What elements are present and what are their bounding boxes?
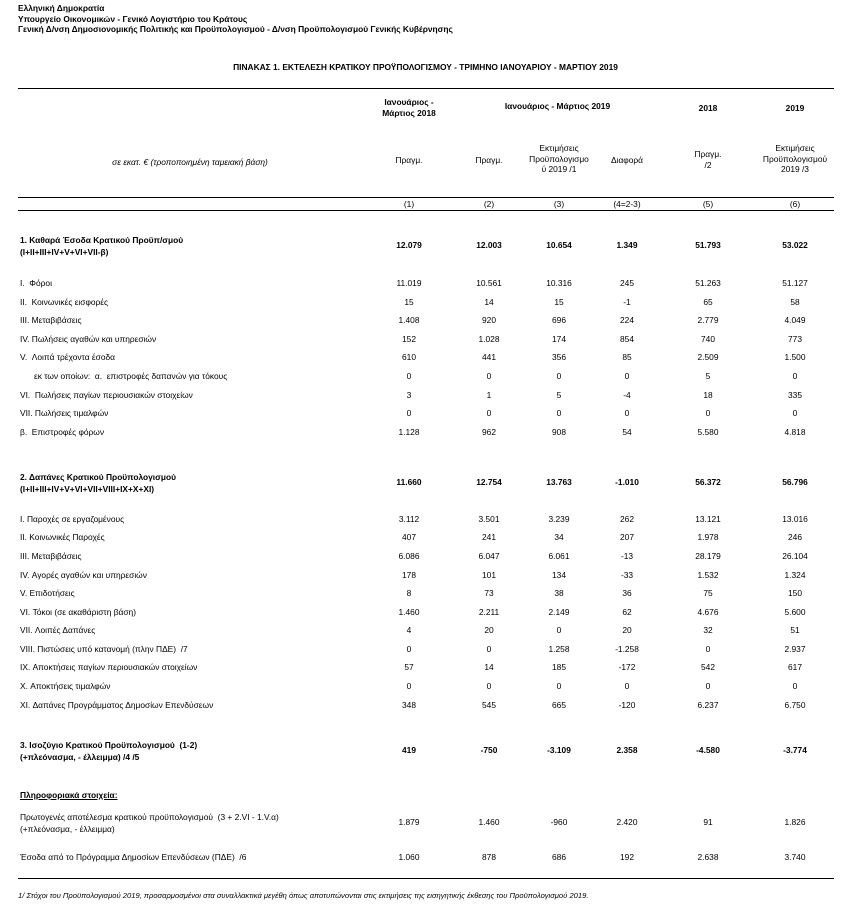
row-value-col-4: 36	[622, 588, 632, 598]
row-value-col-5: 0	[705, 408, 711, 418]
row-value-col-4: 54	[622, 427, 632, 437]
bottom-rule	[18, 878, 834, 879]
col-subheader-line: ύ 2019 /1	[541, 164, 577, 175]
row-label-line: VII. Πωλήσεις τιμαλφών	[20, 408, 109, 418]
row-value-col-1: 1.460	[398, 607, 420, 617]
row-value-col-2: 12.003	[476, 240, 502, 250]
row-value-col-2: 73	[484, 588, 494, 598]
row-value-col-2: -750	[480, 745, 498, 755]
row-value-col-5: 13.121	[695, 514, 721, 524]
row-value-col-1: 0	[406, 371, 412, 381]
row-label	[20, 569, 147, 581]
row-value-col-6: 13.016	[782, 514, 808, 524]
row-label-line: V. Επιδοτήσεις	[20, 588, 75, 598]
row-label-line: IX. Αποκτήσεις παγίων περιουσιακών στοιχείων	[20, 662, 198, 672]
row-value-col-5: 28.179	[695, 551, 721, 561]
row-label	[20, 606, 136, 618]
row-label	[20, 531, 105, 543]
row-value-col-1: 0	[406, 408, 412, 418]
row-label-line: X. Αποκτήσεις τιμαλφών	[20, 681, 111, 691]
row-value-col-3: 0	[556, 408, 562, 418]
row-value-col-6: 4.049	[784, 315, 806, 325]
row-value-col-3: -3.109	[547, 745, 571, 755]
row-value-col-3: 6.061	[548, 551, 570, 561]
row-value-col-3: 3.239	[548, 514, 570, 524]
row-label-line-2: (+πλεόνασμα, - έλλειμμα)	[20, 824, 115, 834]
row-value-col-6: 1.324	[784, 570, 806, 580]
row-value-col-2: 10.561	[476, 278, 502, 288]
header-line-2: Υπουργείο Οικονομικών - Γενικό Λογιστήριο του Κράτους	[18, 13, 248, 24]
row-value-col-4: 224	[620, 315, 634, 325]
row-value-col-6: 0	[792, 408, 798, 418]
row-value-col-1: 1.879	[398, 817, 420, 827]
row-value-col-1: 178	[402, 570, 416, 580]
row-value-col-4: -33	[620, 570, 634, 580]
row-value-col-6: 150	[788, 588, 802, 598]
row-label	[20, 407, 108, 419]
header-line-1: Ελληνική Δημοκρατία	[18, 3, 105, 13]
row-value-col-4: -1.010	[615, 477, 639, 487]
row-value-col-2: 6.047	[478, 551, 500, 561]
row-value-col-5: 0	[705, 644, 711, 654]
row-value-col-6: 0	[792, 681, 798, 691]
row-value-col-6: 2.937	[784, 644, 806, 654]
row-label-line: III. Μεταβιβάσεις	[20, 315, 82, 325]
col-subheader-line: Πραγμ.	[475, 155, 503, 165]
row-label-line: II. Κοινωνικές Παροχές	[20, 532, 105, 542]
row-value-col-1: 348	[402, 700, 416, 710]
row-label-line: II. Κοινωνικές εισφορές	[20, 297, 109, 307]
row-value-col-3: 10.654	[546, 240, 572, 250]
col-subheader-3	[523, 143, 595, 175]
row-value-col-2: 20	[484, 625, 494, 635]
units-label: σε εκατ. € (τροποποιημένη ταμειακή βάση)	[112, 157, 268, 167]
row-label-line: V. Λοιπά τρέχοντα έσοδα	[20, 352, 115, 362]
row-value-col-2: 1.028	[478, 334, 500, 344]
row-value-col-3: 2.149	[548, 607, 570, 617]
row-value-col-6: 53.022	[782, 240, 808, 250]
row-label	[20, 296, 108, 308]
col-subheader-line: Πραγμ.	[694, 149, 722, 159]
row-label	[20, 643, 188, 655]
row-value-col-4: 2.358	[616, 745, 638, 755]
row-value-col-2: 2.211	[478, 607, 500, 617]
row-label	[20, 471, 176, 495]
row-value-col-5: 51.263	[695, 278, 721, 288]
row-value-col-4: -13	[620, 551, 634, 561]
row-value-col-2: 241	[482, 532, 496, 542]
col-subheader-5	[672, 149, 744, 170]
row-value-col-1: 3.112	[398, 514, 420, 524]
row-value-col-4: 192	[620, 852, 634, 862]
top-rule	[18, 88, 834, 89]
row-value-col-4: 245	[620, 278, 634, 288]
row-label	[20, 624, 95, 636]
row-value-col-5: 2.638	[697, 852, 719, 862]
table-title: ΠΙΝΑΚΑΣ 1. ΕΚΤΕΛΕΣΗ ΚΡΑΤΙΚΟΥ ΠΡΟΫΠΟΛΟΓΙΣΜΟΥ - ΤΡΙΜΗΝΟ ΙΑΝΟΥΑΡΙΟΥ - ΜΑΡΤΙΟΥ 2019	[233, 62, 618, 72]
col-group-2018: 2018	[698, 103, 718, 113]
row-label	[20, 680, 110, 692]
row-label-line: εκ των οποίων: α. επιστροφές δαπανών για τόκους	[20, 371, 228, 381]
row-label	[20, 426, 104, 438]
col-number-6: (6)	[789, 199, 801, 209]
row-label	[20, 314, 82, 326]
row-label	[20, 661, 197, 673]
col-subheader-line: Προϋπολογισμο	[529, 153, 589, 164]
row-label-line-2: (+πλεόνασμα, - έλλειμμα) /4 /5	[20, 752, 140, 762]
row-value-col-4: -1	[623, 297, 631, 307]
row-value-col-3: 686	[552, 852, 566, 862]
row-value-col-1: 419	[402, 745, 416, 755]
row-label-line: I. Φόροι	[20, 278, 52, 288]
row-value-col-1: 57	[404, 662, 414, 672]
row-value-col-1: 15	[404, 297, 414, 307]
row-value-col-2: 962	[482, 427, 496, 437]
row-value-col-3: 908	[552, 427, 566, 437]
row-value-col-6: 51	[790, 625, 800, 635]
row-value-col-5: 75	[703, 588, 713, 598]
row-value-col-5: 5.580	[697, 427, 719, 437]
row-label	[20, 333, 156, 345]
col-number-4: (4=2-3)	[613, 199, 641, 209]
row-label-line-2: (I+II+III+IV+V+VI+VII-β)	[20, 247, 109, 257]
row-value-col-1: 8	[406, 588, 412, 598]
row-value-col-3: 696	[552, 315, 566, 325]
row-value-col-3: 0	[556, 371, 562, 381]
row-value-col-5: 1.978	[697, 532, 719, 542]
row-value-col-2: 920	[482, 315, 496, 325]
row-value-col-4: 0	[624, 408, 630, 418]
col-number-2: (2)	[483, 199, 495, 209]
row-value-col-2: 3.501	[478, 514, 500, 524]
row-value-col-3: 185	[552, 662, 566, 672]
info-heading: Πληροφοριακά στοιχεία:	[20, 790, 118, 800]
row-value-col-5: 65	[703, 297, 713, 307]
col-subheader-6	[759, 143, 831, 175]
row-value-col-5: -4.580	[696, 745, 720, 755]
row-value-col-3: 0	[556, 625, 562, 635]
row-label-line-2: (I+II+III+IV+V+VI+VII+VIII+IX+X+XI)	[20, 484, 155, 494]
row-value-col-6: 1.500	[784, 352, 806, 362]
row-value-col-4: 262	[620, 514, 634, 524]
col-number-1: (1)	[403, 199, 415, 209]
row-value-col-4: 62	[622, 607, 632, 617]
row-value-col-2: 0	[486, 371, 492, 381]
row-value-col-1: 1.408	[398, 315, 420, 325]
col-number-3: (3)	[553, 199, 565, 209]
row-value-col-1: 1.128	[398, 427, 420, 437]
row-value-col-4: -120	[618, 700, 636, 710]
header-line-3: Γενική Δ/νση Δημοσιονομικής Πολιτικής και Προϋπολογισμού - Δ/νση Προϋπολογισμού Γενικής Κυβέρνησης	[18, 24, 453, 35]
row-label	[20, 739, 197, 763]
row-label-line: 2. Δαπάνες Κρατικού Προϋπολογισμού	[20, 472, 176, 482]
col-group-jan-mar-2019: Ιανουάριος - Μάρτιος 2019	[504, 101, 611, 111]
row-value-col-2: 14	[484, 297, 494, 307]
col-subheader-line: Προϋπολογισμού	[762, 153, 828, 164]
col-group-1-line-2: Μάρτιος 2018	[382, 107, 436, 118]
row-label-line: VIII. Πιστώσεις υπό κατανομή (πλην ΠΔΕ) /7	[20, 644, 188, 654]
number-rule	[18, 197, 834, 198]
row-value-col-6: 6.750	[784, 700, 806, 710]
row-value-col-3: 0	[556, 681, 562, 691]
row-value-col-5: 5	[705, 371, 711, 381]
row-value-col-5: 4.676	[697, 607, 719, 617]
row-label-line: 1. Καθαρά Έσοδα Κρατικού Προϋπ/σμού	[20, 235, 184, 245]
row-label-line: I. Παροχές σε εργαζομένους	[20, 514, 125, 524]
col-subheader-2	[453, 155, 525, 166]
row-label	[20, 389, 193, 401]
row-value-col-3: 34	[554, 532, 564, 542]
row-label	[20, 277, 52, 289]
row-value-col-3: 10.316	[546, 278, 572, 288]
row-value-col-3: -960	[550, 817, 568, 827]
col-number-5: (5)	[702, 199, 714, 209]
row-label	[20, 513, 124, 525]
row-value-col-3: 5	[556, 390, 562, 400]
row-value-col-5: 51.793	[695, 240, 721, 250]
row-label-line: VII. Λοιπές Δαπάνες	[20, 625, 96, 635]
row-value-col-1: 152	[402, 334, 416, 344]
row-value-col-5: 6.237	[697, 700, 719, 710]
row-value-col-1: 3	[406, 390, 412, 400]
row-value-col-2: 14	[484, 662, 494, 672]
row-value-col-2: 0	[486, 408, 492, 418]
col-subheader-4	[591, 155, 663, 166]
footnote: 1/ Στόχοι του Προϋπολογισμού 2019, προσαρμοσμένοι στα συναλλακτικά μεγέθη όπως αποτυπώνονται στις εκτιμήσεις της εισηγητικής έκθεσης του Προϋπολογισμού 2019.	[18, 891, 589, 900]
row-value-col-6: 335	[788, 390, 802, 400]
row-value-col-6: -3.774	[783, 745, 807, 755]
row-value-col-3: 356	[552, 352, 566, 362]
row-value-col-2: 878	[482, 852, 496, 862]
row-value-col-5: 1.532	[697, 570, 719, 580]
row-value-col-5: 18	[703, 390, 713, 400]
row-value-col-4: 207	[620, 532, 634, 542]
row-value-col-6: 4.818	[784, 427, 806, 437]
row-value-col-1: 11.019	[396, 278, 422, 288]
row-label-line: III. Μεταβιβάσεις	[20, 551, 82, 561]
row-value-col-5: 542	[701, 662, 715, 672]
col-subheader-1	[373, 155, 445, 166]
row-label	[20, 550, 82, 562]
row-value-col-6: 1.826	[784, 817, 806, 827]
row-label	[20, 351, 115, 363]
row-value-col-4: 1.349	[616, 240, 638, 250]
col-group-jan-mar-2018	[375, 97, 443, 118]
row-value-col-6: 58	[790, 297, 800, 307]
row-value-col-4: 2.420	[616, 817, 638, 827]
row-label-line: Έσοδα από το Πρόγραμμα Δημοσίων Επενδύσεων (ΠΔΕ) /6	[20, 852, 247, 862]
col-subheader-line: Πραγμ.	[395, 155, 423, 165]
col-group-1-line-1: Ιανουάριος -	[384, 97, 434, 107]
row-value-col-6: 3.740	[784, 852, 806, 862]
row-label	[20, 811, 279, 835]
row-value-col-2: 101	[482, 570, 496, 580]
row-value-col-1: 0	[406, 681, 412, 691]
row-value-col-3: 1.258	[548, 644, 570, 654]
row-value-col-6: 51.127	[782, 278, 808, 288]
row-value-col-1: 12.079	[396, 240, 422, 250]
row-value-col-4: -4	[623, 390, 631, 400]
row-value-col-6: 773	[788, 334, 802, 344]
row-value-col-6: 246	[788, 532, 802, 542]
row-value-col-5: 2.509	[697, 352, 719, 362]
row-label-line: 3. Ισοζύγιο Κρατικού Προϋπολογισμού (1-2)	[20, 740, 198, 750]
row-value-col-4: 20	[622, 625, 632, 635]
row-label-line: XI. Δαπάνες Προγράμματος Δημοσίων Επενδύσεων	[20, 700, 214, 710]
row-value-col-2: 545	[482, 700, 496, 710]
row-value-col-6: 5.600	[784, 607, 806, 617]
row-value-col-1: 407	[402, 532, 416, 542]
col-subheader-line: Διαφορά	[611, 155, 643, 165]
row-label-line: VI. Τόκοι (σε ακαθάριστη βάση)	[20, 607, 136, 617]
row-value-col-1: 610	[402, 352, 416, 362]
row-value-col-6: 0	[792, 371, 798, 381]
col-subheader-line: 2019 /3	[781, 164, 809, 175]
row-value-col-2: 0	[486, 681, 492, 691]
row-value-col-3: 38	[554, 588, 564, 598]
col-subheader-line: /2	[704, 159, 712, 170]
row-value-col-3: 174	[552, 334, 566, 344]
document-header	[18, 3, 453, 35]
row-value-col-2: 12.754	[476, 477, 502, 487]
row-value-col-5: 0	[705, 681, 711, 691]
row-value-col-1: 6.086	[398, 551, 420, 561]
row-label-line: Πρωτογενές αποτέλεσμα κρατικού προϋπολογισμού (3 + 2.VI - 1.V.α)	[20, 812, 279, 822]
row-value-col-5: 91	[703, 817, 713, 827]
row-label-line: VI. Πωλήσεις παγίων περιουσιακών στοιχείων	[20, 390, 193, 400]
row-label	[20, 370, 227, 382]
row-value-col-5: 32	[703, 625, 713, 635]
row-value-col-4: 0	[624, 681, 630, 691]
row-value-col-2: 0	[486, 644, 492, 654]
row-value-col-1: 11.660	[396, 477, 422, 487]
header-bottom-rule	[18, 210, 834, 211]
row-value-col-3: 13.763	[546, 477, 572, 487]
row-value-col-2: 1.460	[478, 817, 500, 827]
row-value-col-2: 1	[486, 390, 492, 400]
row-value-col-2: 441	[482, 352, 496, 362]
col-subheader-line: Εκτιμήσεις	[539, 143, 579, 153]
row-value-col-3: 134	[552, 570, 566, 580]
row-value-col-4: 854	[620, 334, 634, 344]
row-value-col-5: 56.372	[695, 477, 721, 487]
row-value-col-5: 740	[701, 334, 715, 344]
row-value-col-1: 1.060	[398, 852, 420, 862]
row-label-line: β. Επιστροφές φόρων	[20, 427, 105, 437]
row-value-col-4: -1.258	[615, 644, 639, 654]
row-value-col-4: 0	[624, 371, 630, 381]
row-value-col-1: 4	[406, 625, 412, 635]
row-value-col-4: 85	[622, 352, 632, 362]
row-label-line: IV. Αγορές αγαθών και υπηρεσιών	[20, 570, 147, 580]
row-label	[20, 234, 183, 258]
row-value-col-1: 0	[406, 644, 412, 654]
row-value-col-6: 26.104	[782, 551, 808, 561]
col-subheader-line: Εκτιμήσεις	[775, 143, 815, 153]
row-value-col-6: 56.796	[782, 477, 808, 487]
row-label	[20, 699, 213, 711]
row-value-col-5: 2.779	[697, 315, 719, 325]
row-value-col-4: -172	[618, 662, 636, 672]
col-group-2019: 2019	[785, 103, 805, 113]
row-value-col-3: 665	[552, 700, 566, 710]
row-value-col-6: 617	[788, 662, 802, 672]
row-label-line: IV. Πωλήσεις αγαθών και υπηρεσιών	[20, 334, 157, 344]
row-value-col-3: 15	[554, 297, 564, 307]
row-label	[20, 851, 246, 863]
row-label	[20, 587, 75, 599]
